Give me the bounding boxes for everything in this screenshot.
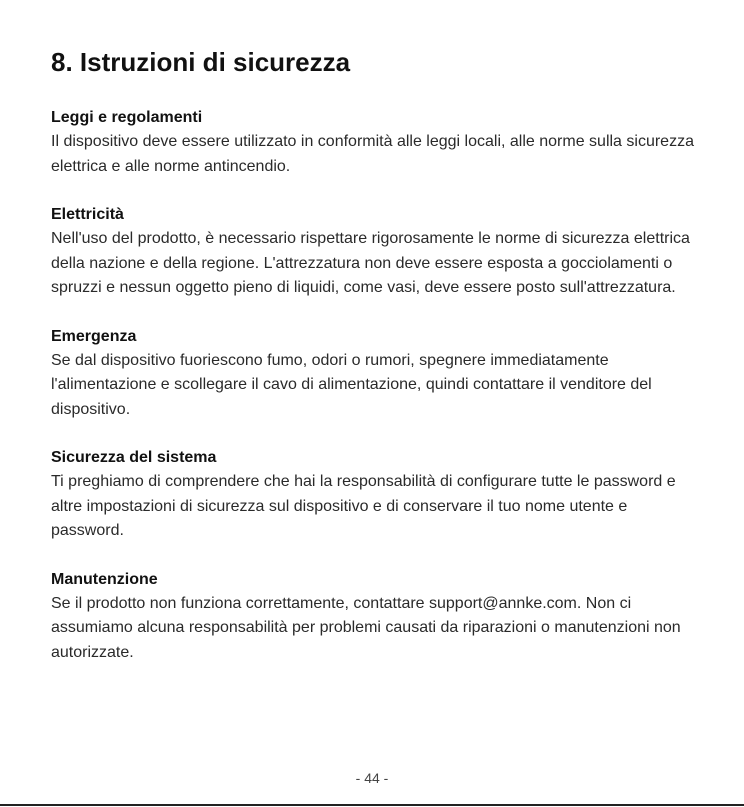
section-text: Ti preghiamo di comprendere che hai la responsabilità di configurare tutte le password e altre impostazioni di sicurezza sul dispositivo e di conservare il tuo nome utente e password. bbox=[51, 473, 676, 539]
section-heading: Manutenzione bbox=[51, 570, 158, 588]
document-page bbox=[51, 44, 701, 665]
page-number: - 44 - bbox=[355, 770, 389, 786]
section-text: Nell'uso del prodotto, è necessario rispettare rigorosamente le norme di sicurezza elettrica della nazione e della regione. L'attrezzatura non deve essere esposta a gocciolamenti o spruzzi e nessun oggetto pieno di liquidi, come vasi, deve essere posto sull'attrezzatura. bbox=[51, 230, 690, 296]
section-system-security bbox=[51, 446, 701, 544]
section-heading: Emergenza bbox=[51, 327, 137, 345]
section-maintenance bbox=[51, 568, 701, 666]
bottom-divider bbox=[0, 804, 744, 806]
section-emergency bbox=[51, 325, 701, 423]
section-heading: Leggi e regolamenti bbox=[51, 109, 203, 126]
section-electricity bbox=[51, 203, 701, 301]
section-text: Se il prodotto non funziona correttamente, contattare support@annke.com. Non ci assumiamo alcuna responsabilità per problemi causati da riparazioni o manutenzioni non autorizzate. bbox=[51, 594, 681, 661]
page-title: 8. Istruzioni di sicurezza bbox=[51, 47, 351, 77]
section-heading: Elettricità bbox=[51, 206, 124, 223]
section-text: Il dispositivo deve essere utilizzato in conformità alle leggi locali, alle norme sulla sicurezza elettrica e alle norme antincendio. bbox=[51, 133, 694, 175]
section-text: Se dal dispositivo fuoriescono fumo, odori o rumori, spegnere immediatamente l'alimentazione e scollegare il cavo di alimentazione, quindi contattare il venditore del dispositivo. bbox=[51, 351, 652, 418]
section-heading: Sicurezza del sistema bbox=[51, 449, 217, 466]
section-laws bbox=[51, 106, 701, 179]
